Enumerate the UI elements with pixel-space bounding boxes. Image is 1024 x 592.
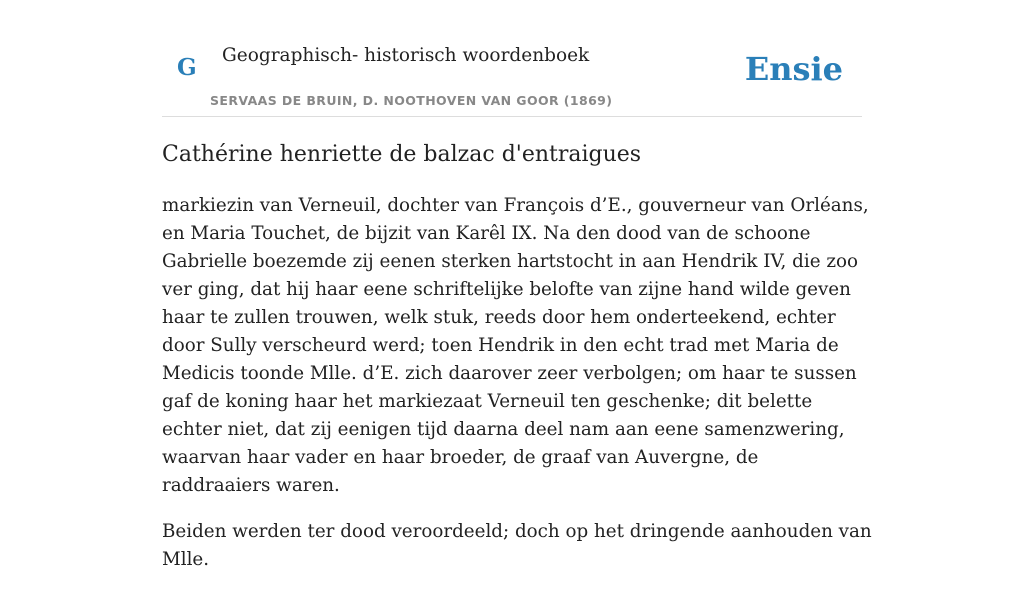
- entry-paragraph: markiezin van Verneuil, dochter van François d’E., gouverneur van Orléans, en Maria Touchet, de bijzit van Karêl IX. Na den dood van de schoone Gabrielle boezemde zij eenen sterken hartstocht in aan Hendrik IV, die zoo ver ging, dat hij haar eene schriftelijke belofte van zijne hand wilde geven haar te zullen trouwen, welk stuk, reeds door hem onderteekend, echter door Sully verscheurd werd; toen Hendrik in den echt trad met Maria de Medicis toonde Mlle. d’E. zich daarover zeer verbolgen; om haar te sussen gaf de koning haar het markiezaat Verneuil ten geschenke; dit belette echter niet, dat zij eenigen tijd daarna deel nam aan eene samenzwering, waarvan haar vader en haar broeder, de graaf van Auvergne, de raddraaiers waren.: [162, 195, 869, 496]
- book-logo-link[interactable]: G: [177, 54, 197, 81]
- book-authors: SERVAAS DE BRUIN, D. NOOTHOVEN VAN GOOR (1869): [210, 93, 613, 108]
- book-title: Geographisch- historisch woordenboek: [222, 45, 590, 66]
- entry-title: Cathérine henriette de balzac d'entraigues: [162, 142, 642, 167]
- entry-content: [162, 138, 872, 592]
- book-header: [162, 0, 862, 117]
- entry-paragraph: Beiden werden ter dood veroordeeld; doch op het dringende aanhouden van Mlle.: [162, 521, 872, 570]
- ensie-brand-link[interactable]: Ensie: [744, 50, 843, 88]
